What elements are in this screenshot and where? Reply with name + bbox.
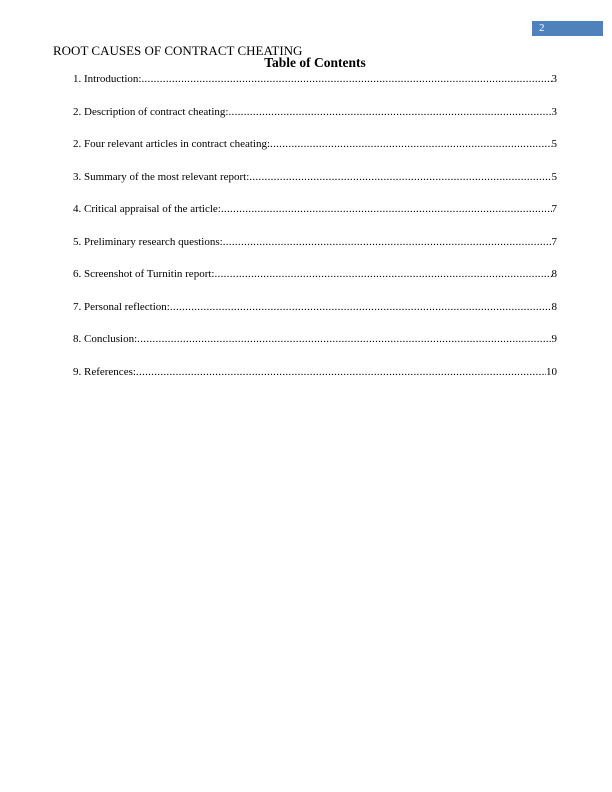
toc-entry-research-questions[interactable] bbox=[73, 235, 557, 268]
toc-dot-leader bbox=[141, 72, 551, 86]
toc-entry-page: 8 bbox=[551, 300, 557, 313]
toc-dot-leader bbox=[214, 267, 551, 281]
toc-entry-references[interactable] bbox=[73, 365, 557, 398]
toc-entry-description[interactable] bbox=[73, 105, 557, 138]
toc-dot-leader bbox=[249, 170, 551, 184]
toc-title: Table of Contents bbox=[264, 55, 366, 70]
toc-entry-critical-appraisal[interactable] bbox=[73, 202, 557, 235]
toc-dot-leader bbox=[170, 300, 552, 314]
toc-entry-label: 5. Preliminary research questions: bbox=[73, 235, 223, 248]
toc-entry-label: 3. Summary of the most relevant report: bbox=[73, 170, 250, 183]
table-of-contents bbox=[73, 72, 557, 397]
toc-entry-label: 9. References: bbox=[73, 365, 136, 378]
toc-entry-label: 1. Introduction: bbox=[73, 73, 142, 85]
toc-entry-page: 7 bbox=[551, 203, 557, 215]
toc-entry-page: 3 bbox=[551, 73, 557, 85]
toc-entry-page: 3 bbox=[551, 105, 557, 118]
toc-entry-page: 10 bbox=[546, 365, 557, 378]
toc-entry-summary[interactable] bbox=[73, 170, 557, 203]
toc-entry-introduction[interactable] bbox=[73, 72, 557, 105]
toc-dot-leader bbox=[136, 365, 546, 379]
toc-dot-leader bbox=[228, 105, 551, 119]
toc-entry-label: 6. Screenshot of Turnitin report: bbox=[73, 268, 215, 280]
toc-entry-label: 2. Four relevant articles in contract cheating: bbox=[73, 138, 271, 150]
toc-entry-turnitin-screenshot[interactable] bbox=[73, 267, 557, 300]
toc-entry-four-articles[interactable] bbox=[73, 137, 557, 170]
toc-entry-page: 8 bbox=[551, 268, 557, 280]
running-head: ROOT CAUSES OF CONTRACT CHEATING bbox=[53, 43, 303, 58]
toc-entry-page: 7 bbox=[551, 235, 557, 248]
toc-entry-label: 7. Personal reflection: bbox=[73, 300, 170, 313]
page-number-badge: 2 bbox=[532, 21, 603, 36]
toc-entry-label: 8. Conclusion: bbox=[73, 333, 138, 345]
toc-entry-page: 5 bbox=[551, 138, 557, 150]
toc-entry-personal-reflection[interactable] bbox=[73, 300, 557, 333]
toc-entry-label: 2. Description of contract cheating: bbox=[73, 105, 229, 118]
toc-dot-leader bbox=[221, 202, 552, 216]
toc-dot-leader bbox=[137, 332, 551, 346]
toc-dot-leader bbox=[223, 235, 552, 249]
toc-dot-leader bbox=[270, 137, 551, 151]
toc-entry-page: 9 bbox=[551, 333, 557, 345]
toc-entry-label: 4. Critical appraisal of the article: bbox=[73, 203, 221, 215]
toc-entry-page: 5 bbox=[551, 170, 557, 183]
toc-entry-conclusion[interactable] bbox=[73, 332, 557, 365]
